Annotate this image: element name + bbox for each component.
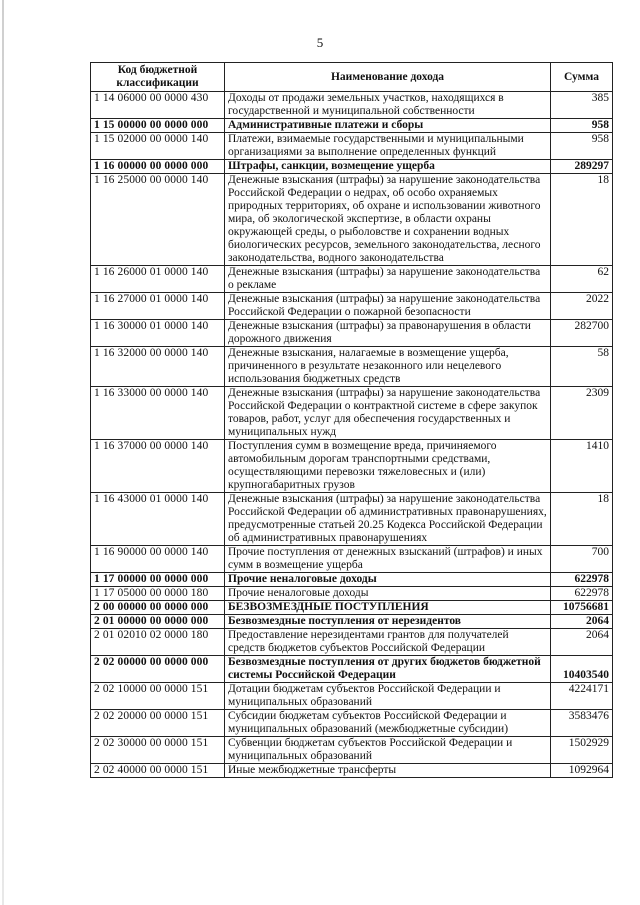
cell-name: Денежные взыскания (штрафы) за нарушение законодательства Российской Федерации о контрактной системе в сфере закупок товаров, работ, услуг для обеспечения государственных и муниципальных нужд [225, 387, 551, 440]
cell-name: Субвенции бюджетам субъектов Российской Федерации и муниципальных образований [225, 737, 551, 764]
cell-name: Штрафы, санкции, возмещение ущерба [225, 160, 551, 174]
cell-sum: 700 [551, 546, 613, 573]
cell-sum: 10756681 [551, 601, 613, 615]
cell-name: Денежные взыскания (штрафы) за нарушение законодательства Российской Федерации об административных правонарушениях, предусмотренные статьей 20.25 Кодекса Российской Федерации об административных правонарушениях [225, 493, 551, 546]
cell-sum: 18 [551, 174, 613, 266]
table-row [91, 737, 613, 764]
table-body [91, 92, 613, 778]
table-header-row [91, 63, 613, 92]
table-row [91, 587, 613, 601]
table-row-section [91, 573, 613, 587]
header-name: Наименование дохода [225, 63, 551, 92]
cell-sum: 1092964 [551, 764, 613, 778]
table-row [91, 133, 613, 160]
cell-name: Денежные взыскания, налагаемые в возмещение ущерба, причиненного в результате незаконного или нецелевого использования бюджетных средств [225, 347, 551, 387]
cell-name: Субсидии бюджетам субъектов Российской Федерации и муниципальных образований (межбюджетные субсидии) [225, 710, 551, 737]
page-number: 5 [316, 35, 324, 50]
table-row [91, 683, 613, 710]
cell-sum: 282700 [551, 320, 613, 347]
cell-code: 2 00 00000 00 0000 000 [91, 601, 225, 615]
cell-code: 1 16 27000 01 0000 140 [91, 293, 225, 320]
header-sum: Сумма [551, 63, 613, 92]
cell-code: 1 16 00000 00 0000 000 [91, 160, 225, 174]
cell-name: Прочие неналоговые доходы [225, 573, 551, 587]
cell-code: 1 16 26000 01 0000 140 [91, 266, 225, 293]
cell-code: 2 02 10000 00 0000 151 [91, 683, 225, 710]
table-row [91, 92, 613, 119]
cell-sum: 2309 [551, 387, 613, 440]
cell-sum: 4224171 [551, 683, 613, 710]
table-row [91, 320, 613, 347]
cell-sum: 58 [551, 347, 613, 387]
cell-sum: 289297 [551, 160, 613, 174]
cell-name: Платежи, взимаемые государственными и муниципальными организациями за выполнение определенных функций [225, 133, 551, 160]
cell-sum: 1410 [551, 440, 613, 493]
cell-name: Предоставление нерезидентами грантов для получателей средств бюджетов субъектов Российской Федерации [225, 629, 551, 656]
table-row [91, 764, 613, 778]
cell-code: 1 15 02000 00 0000 140 [91, 133, 225, 160]
cell-code: 2 01 00000 00 0000 000 [91, 615, 225, 629]
cell-name: Денежные взыскания (штрафы) за нарушение законодательства Российской Федерации о недрах, об особо охраняемых природных территориях, об охране и использовании животного мира, об экологической экспертизе, в области охраны окружающей среды, о рыболовстве и сохранении водных биологических ресурсов, земельного законодательства, лесного законодательства, водного законодательства [225, 174, 551, 266]
cell-sum: 622978 [551, 573, 613, 587]
cell-name: Безвозмездные поступления от нерезидентов [225, 615, 551, 629]
cell-sum: 622978 [551, 587, 613, 601]
cell-name: Денежные взыскания (штрафы) за правонарушения в области дорожного движения [225, 320, 551, 347]
cell-sum: 2064 [551, 615, 613, 629]
cell-code: 1 16 37000 00 0000 140 [91, 440, 225, 493]
table-row [91, 710, 613, 737]
cell-code: 1 14 06000 00 0000 430 [91, 92, 225, 119]
cell-sum: 2022 [551, 293, 613, 320]
cell-sum: 385 [551, 92, 613, 119]
cell-name: Административные платежи и сборы [225, 119, 551, 133]
table-row [91, 629, 613, 656]
cell-code: 1 17 00000 00 0000 000 [91, 573, 225, 587]
table-row-section [91, 615, 613, 629]
cell-code: 2 02 30000 00 0000 151 [91, 737, 225, 764]
cell-code: 1 16 32000 00 0000 140 [91, 347, 225, 387]
table-row-section [91, 601, 613, 615]
cell-code: 2 02 40000 00 0000 151 [91, 764, 225, 778]
cell-name: Безвозмездные поступления от других бюджетов бюджетной системы Российской Федерации [225, 656, 551, 683]
cell-sum: 18 [551, 493, 613, 546]
cell-code: 1 16 43000 01 0000 140 [91, 493, 225, 546]
cell-name: Иные межбюджетные трансферты [225, 764, 551, 778]
cell-name: Поступления сумм в возмещение вреда, причиняемого автомобильным дорогам транспортными средствами, осуществляющими перевозки тяжеловесных и (или) крупногабаритных грузов [225, 440, 551, 493]
table-row [91, 174, 613, 266]
cell-sum: 10403540 [551, 656, 613, 683]
table-row [91, 493, 613, 546]
cell-sum: 958 [551, 133, 613, 160]
cell-code: 1 16 90000 00 0000 140 [91, 546, 225, 573]
cell-name: Дотации бюджетам субъектов Российской Федерации и муниципальных образований [225, 683, 551, 710]
cell-sum: 62 [551, 266, 613, 293]
table-row [91, 440, 613, 493]
cell-sum: 958 [551, 119, 613, 133]
cell-code: 1 15 00000 00 0000 000 [91, 119, 225, 133]
cell-name: БЕЗВОЗМЕЗДНЫЕ ПОСТУПЛЕНИЯ [225, 601, 551, 615]
cell-name: Доходы от продажи земельных участков, находящихся в государственной и муниципальной собственности [225, 92, 551, 119]
table-row [91, 266, 613, 293]
table-row-section [91, 119, 613, 133]
cell-code: 2 01 02010 02 0000 180 [91, 629, 225, 656]
cell-sum: 3583476 [551, 710, 613, 737]
cell-code: 1 16 33000 00 0000 140 [91, 387, 225, 440]
cell-name: Денежные взыскания (штрафы) за нарушение законодательства Российской Федерации о пожарной безопасности [225, 293, 551, 320]
table-row-section [91, 656, 613, 683]
table-row [91, 387, 613, 440]
cell-code: 1 16 25000 00 0000 140 [91, 174, 225, 266]
table-row-section [91, 160, 613, 174]
cell-sum: 1502929 [551, 737, 613, 764]
cell-name: Денежные взыскания (штрафы) за нарушение законодательства о рекламе [225, 266, 551, 293]
cell-code: 1 17 05000 00 0000 180 [91, 587, 225, 601]
cell-code: 1 16 30000 01 0000 140 [91, 320, 225, 347]
cell-code: 2 02 20000 00 0000 151 [91, 710, 225, 737]
cell-code: 2 02 00000 00 0000 000 [91, 656, 225, 683]
table-row [91, 293, 613, 320]
cell-name: Прочие неналоговые доходы [225, 587, 551, 601]
cell-sum: 2064 [551, 629, 613, 656]
cell-name: Прочие поступления от денежных взысканий (штрафов) и иных сумм в возмещение ущерба [225, 546, 551, 573]
header-code: Код бюджетной классификации [91, 63, 225, 92]
table-row [91, 546, 613, 573]
table-row [91, 347, 613, 387]
scan-edge-mark [2, 0, 4, 905]
budget-income-table [90, 62, 613, 778]
